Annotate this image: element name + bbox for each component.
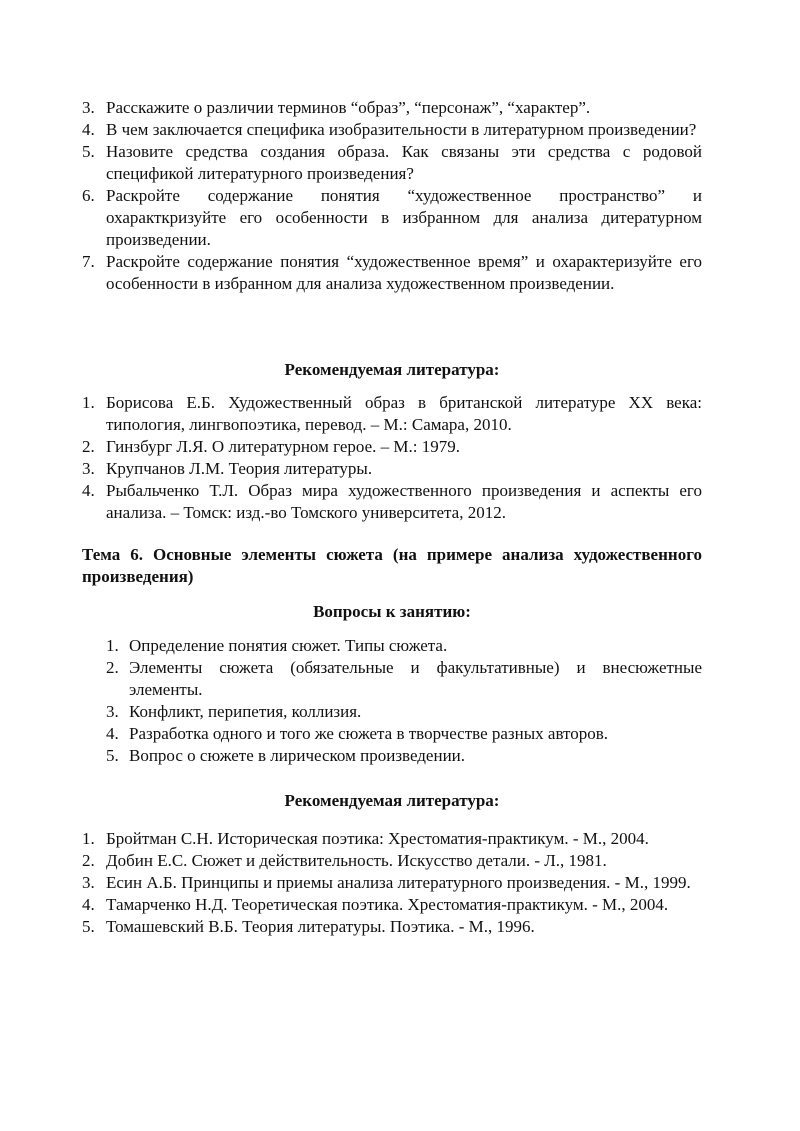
literature-list <box>82 392 702 524</box>
questions-list <box>106 635 702 767</box>
literature-list-2 <box>82 828 702 938</box>
list-item: 4. В чем заключается специфика изобразительности в литературном произведении? <box>82 120 697 139</box>
list-item: 4. Разработка одного и того же сюжета в творчестве разных авторов. <box>106 724 609 743</box>
list-item-text: Раскройте содержание понятия “художественное время” и охарактеризуйте его особенности в избранном для анализа художественном произведении. <box>106 252 702 293</box>
list-item-text: Гинзбург Л.Я. О литературном герое. – М.: 1979. <box>106 437 460 456</box>
list-item-text: Бройтман С.Н. Историческая поэтика: Хрестоматия-практикум. - М., 2004. <box>106 829 649 848</box>
list-item-text: Крупчанов Л.М. Теория литературы. <box>106 459 373 478</box>
list-item-text: Разработка одного и того же сюжета в творчестве разных авторов. <box>129 724 609 743</box>
list-item: 5. Томашевский В.Б. Теория литературы. Поэтика. - М., 1996. <box>82 917 535 936</box>
list-item-text: Есин А.Б. Принципы и приемы анализа литературного произведения. - М., 1999. <box>106 873 691 892</box>
topic-title <box>82 544 702 588</box>
list-item-text: Вопрос о сюжете в лирическом произведении. <box>129 746 466 765</box>
list-item-text: Борисова Е.Б. Художественный образ в британской литературе XX века: типология, лингвопоэтика, перевод. – М.: Самара, 2010. <box>106 393 702 434</box>
list-item: 6. Раскройте содержание понятия “художественное пространство” и охаракткризуйте его особенности в избранном для анализа дитературном произведении. <box>82 186 702 249</box>
list-item-text: Раскройте содержание понятия “художественное пространство” и охаракткризуйте его особенности в избранном для анализа дитературном произведении. <box>106 186 702 249</box>
list-item: 1. Борисова Е.Б. Художественный образ в британской литературе XX века: типология, лингвопоэтика, перевод. – М.: Самара, 2010. <box>82 393 702 434</box>
list-item: 3. Конфликт, перипетия, коллизия. <box>106 702 362 721</box>
list-item-text: Расскажите о различии терминов “образ”, “персонаж”, “характер”. <box>106 98 591 117</box>
list-item: 5. Вопрос о сюжете в лирическом произведении. <box>106 746 466 765</box>
list-item: 2. Гинзбург Л.Я. О литературном герое. – М.: 1979. <box>82 437 460 456</box>
list-item-text: Назовите средства создания образа. Как связаны эти средства с родовой спецификой литературного произведения? <box>106 142 702 183</box>
list-item: 3. Расскажите о различии терминов “образ”, “персонаж”, “характер”. <box>82 98 591 117</box>
list-item-text: Определение понятия сюжет. Типы сюжета. <box>129 636 448 655</box>
section-heading-questions: Вопросы к занятию: <box>313 602 471 621</box>
section-heading-literature: Рекомендуемая литература: <box>284 360 500 379</box>
questions-list-prev <box>82 97 702 295</box>
list-item: 7. Раскройте содержание понятия “художественное время” и охарактеризуйте его особенности в избранном для анализа художественном произведении. <box>82 252 702 293</box>
topic-title-line-2: произведения) <box>82 567 194 586</box>
list-item-text: Элементы сюжета (обязательные и факультативные) и внесюжетные элементы. <box>129 658 702 699</box>
list-item: 4. Рыбальченко Т.Л. Образ мира художественного произведения и аспекты его анализа. – Томск: изд.-во Томского университета, 2012. <box>82 481 702 522</box>
list-item-text: Конфликт, перипетия, коллизия. <box>129 702 362 721</box>
list-item: 3. Крупчанов Л.М. Теория литературы. <box>82 459 373 478</box>
list-item-text: В чем заключается специфика изобразительности в литературном произведении? <box>106 120 697 139</box>
list-item-text: Томашевский В.Б. Теория литературы. Поэтика. - М., 1996. <box>106 917 535 936</box>
list-item-text: Добин Е.С. Сюжет и действительность. Искусство детали. - Л., 1981. <box>106 851 607 870</box>
list-item-text: Рыбальченко Т.Л. Образ мира художественного произведения и аспекты его анализа. – Томск: изд.-во Томского университета, 2012. <box>106 481 702 522</box>
list-item: 1. Определение понятия сюжет. Типы сюжета. <box>106 636 448 655</box>
list-item: 2. Добин Е.С. Сюжет и действительность. Искусство детали. - Л., 1981. <box>82 851 607 870</box>
section-heading-literature-2: Рекомендуемая литература: <box>284 791 500 810</box>
list-item: 1. Бройтман С.Н. Историческая поэтика: Хрестоматия-практикум. - М., 2004. <box>82 829 649 848</box>
list-item: 4. Тамарченко Н.Д. Теоретическая поэтика. Хрестоматия-практикум. - М., 2004. <box>82 895 669 914</box>
list-item: 2. Элементы сюжета (обязательные и факультативные) и внесюжетные элементы. <box>106 658 702 699</box>
topic-title-line-1: Тема 6. Основные элементы сюжета (на примере анализа художественного <box>82 545 702 564</box>
list-item-text: Тамарченко Н.Д. Теоретическая поэтика. Хрестоматия-практикум. - М., 2004. <box>106 895 669 914</box>
list-item: 3. Есин А.Б. Принципы и приемы анализа литературного произведения. - М., 1999. <box>82 873 691 892</box>
list-item: 5. Назовите средства создания образа. Как связаны эти средства с родовой спецификой литературного произведения? <box>82 142 702 183</box>
